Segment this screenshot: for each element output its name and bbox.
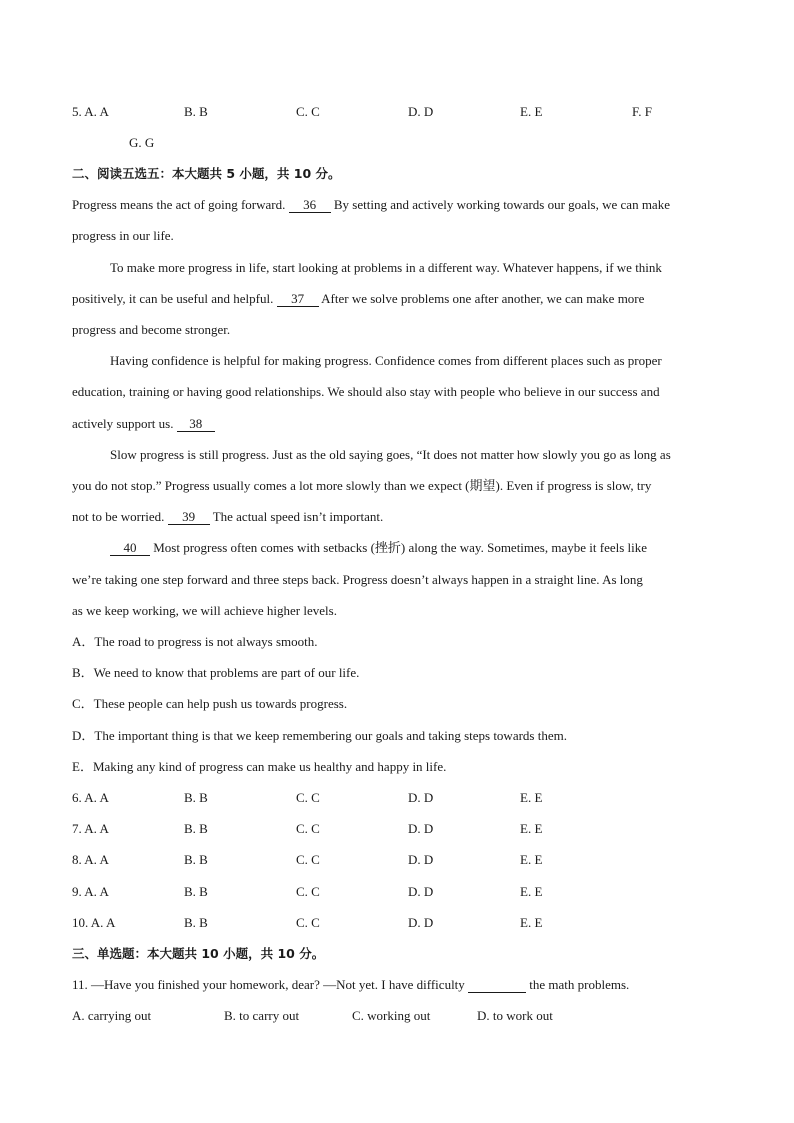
option-c[interactable]: C. C (296, 852, 320, 867)
q5-option-e[interactable]: E. E (520, 104, 543, 119)
option-label: A. A (84, 790, 109, 805)
option-label: A. A (84, 884, 109, 899)
question-number: 9. (72, 884, 82, 899)
q5-option-a[interactable] (72, 104, 109, 120)
option-c[interactable]: C. C (296, 884, 320, 899)
question-number: 10. (72, 915, 89, 930)
passage-line: education, training or having good relationships. We should also stay with people who believe in our success and (72, 384, 660, 399)
option-b[interactable]: B. B (184, 852, 208, 867)
question-number: 5. (72, 104, 82, 119)
blank-11 (468, 978, 526, 993)
q5-option-c[interactable]: C. C (296, 104, 320, 119)
question-text: 11. —Have you finished your homework, dear? —Not yet. I have difficulty (72, 977, 465, 992)
blank-40: 40 (110, 541, 150, 556)
choice-b: B．We need to know that problems are part of our life. (72, 665, 360, 680)
choice-e: E．Making any kind of progress can make us healthy and happy in life. (72, 759, 447, 774)
option-label: A. A (90, 915, 116, 930)
passage-line: Slow progress is still progress. Just as the old saying goes, “It does not matter how slowly you go as long as (110, 447, 671, 462)
q11-option-c[interactable]: C. working out (352, 1008, 431, 1023)
passage-line: progress and become stronger. (72, 322, 231, 337)
question-number: 8. (72, 852, 82, 867)
passage-line: progress in our life. (72, 228, 174, 243)
q5-option-d[interactable]: D. D (408, 104, 434, 119)
option-e[interactable]: E. E (520, 915, 543, 930)
q11-stem (72, 977, 629, 993)
option-e[interactable]: E. E (520, 852, 543, 867)
option-d[interactable]: D. D (408, 852, 434, 867)
section-2-heading: 二、阅读五选五：本大题共 5 小题，共 10 分。 (72, 166, 341, 181)
passage-text: Most progress often comes with setbacks (挫折) along the way. Sometimes, maybe it feels like (153, 540, 648, 555)
option-e[interactable]: E. E (520, 790, 543, 805)
passage-text: The actual speed isn’t important. (212, 509, 384, 524)
option-label: A. A (84, 821, 109, 836)
option-d[interactable]: D. D (408, 884, 434, 899)
passage-text: After we solve problems one after another, we can make more (321, 291, 645, 306)
q5-option-f[interactable]: F. F (632, 104, 652, 119)
passage-line (72, 509, 383, 525)
option-a[interactable] (72, 915, 115, 931)
question-text: the math problems. (529, 977, 630, 992)
option-b[interactable]: B. B (184, 915, 208, 930)
option-b[interactable]: B. B (184, 884, 208, 899)
option-c[interactable]: C. C (296, 915, 320, 930)
option-b[interactable]: B. B (184, 790, 208, 805)
passage-text: By setting and actively working towards our goals, we can make (333, 197, 670, 212)
blank-39: 39 (168, 510, 210, 525)
passage-line: we’re taking one step forward and three steps back. Progress doesn’t always happen in a straight line. As long (72, 572, 643, 587)
passage-line (72, 197, 670, 213)
question-number: 6. (72, 790, 82, 805)
q11-option-b[interactable]: B. to carry out (224, 1008, 300, 1023)
section-3-heading: 三、单选题：本大题共 10 小题，共 10 分。 (72, 946, 325, 961)
option-label: A. A (84, 852, 109, 867)
passage-line: as we keep working, we will achieve higher levels. (72, 603, 337, 618)
option-c[interactable]: C. C (296, 821, 320, 836)
choice-a: A．The road to progress is not always smooth. (72, 634, 318, 649)
option-a[interactable] (72, 821, 109, 837)
q5-option-g[interactable]: G. G (129, 135, 155, 150)
blank-36: 36 (289, 198, 331, 213)
passage-text: not to be worried. (72, 509, 165, 524)
passage-text: Progress means the act of going forward. (72, 197, 286, 212)
option-a[interactable] (72, 884, 109, 900)
passage-text: actively support us. (72, 416, 174, 431)
option-e[interactable]: E. E (520, 821, 543, 836)
passage-line (110, 540, 647, 556)
blank-37: 37 (277, 292, 319, 307)
q5-option-b[interactable]: B. B (184, 104, 208, 119)
passage-text: positively, it can be useful and helpful. (72, 291, 274, 306)
passage-line: To make more progress in life, start looking at problems in a different way. Whatever happens, if we think (110, 260, 662, 275)
option-e[interactable]: E. E (520, 884, 543, 899)
passage-line: you do not stop.” Progress usually comes a lot more slowly than we expect (期望). Even if progress is slow, try (72, 478, 652, 493)
option-a[interactable] (72, 790, 109, 806)
blank-38: 38 (177, 417, 215, 432)
option-c[interactable]: C. C (296, 790, 320, 805)
option-label: A. A (84, 104, 109, 119)
question-number: 7. (72, 821, 82, 836)
option-d[interactable]: D. D (408, 915, 434, 930)
choice-d: D．The important thing is that we keep remembering our goals and taking steps towards them. (72, 728, 567, 743)
option-a[interactable] (72, 852, 109, 868)
option-b[interactable]: B. B (184, 821, 208, 836)
q11-option-a[interactable]: A. carrying out (72, 1008, 152, 1023)
passage-line (72, 416, 215, 432)
passage-line: Having confidence is helpful for making progress. Confidence comes from different places such as proper (110, 353, 662, 368)
option-d[interactable]: D. D (408, 790, 434, 805)
passage-line (72, 291, 644, 307)
option-d[interactable]: D. D (408, 821, 434, 836)
q11-option-d[interactable]: D. to work out (477, 1008, 553, 1023)
choice-c: C．These people can help push us towards progress. (72, 696, 348, 711)
